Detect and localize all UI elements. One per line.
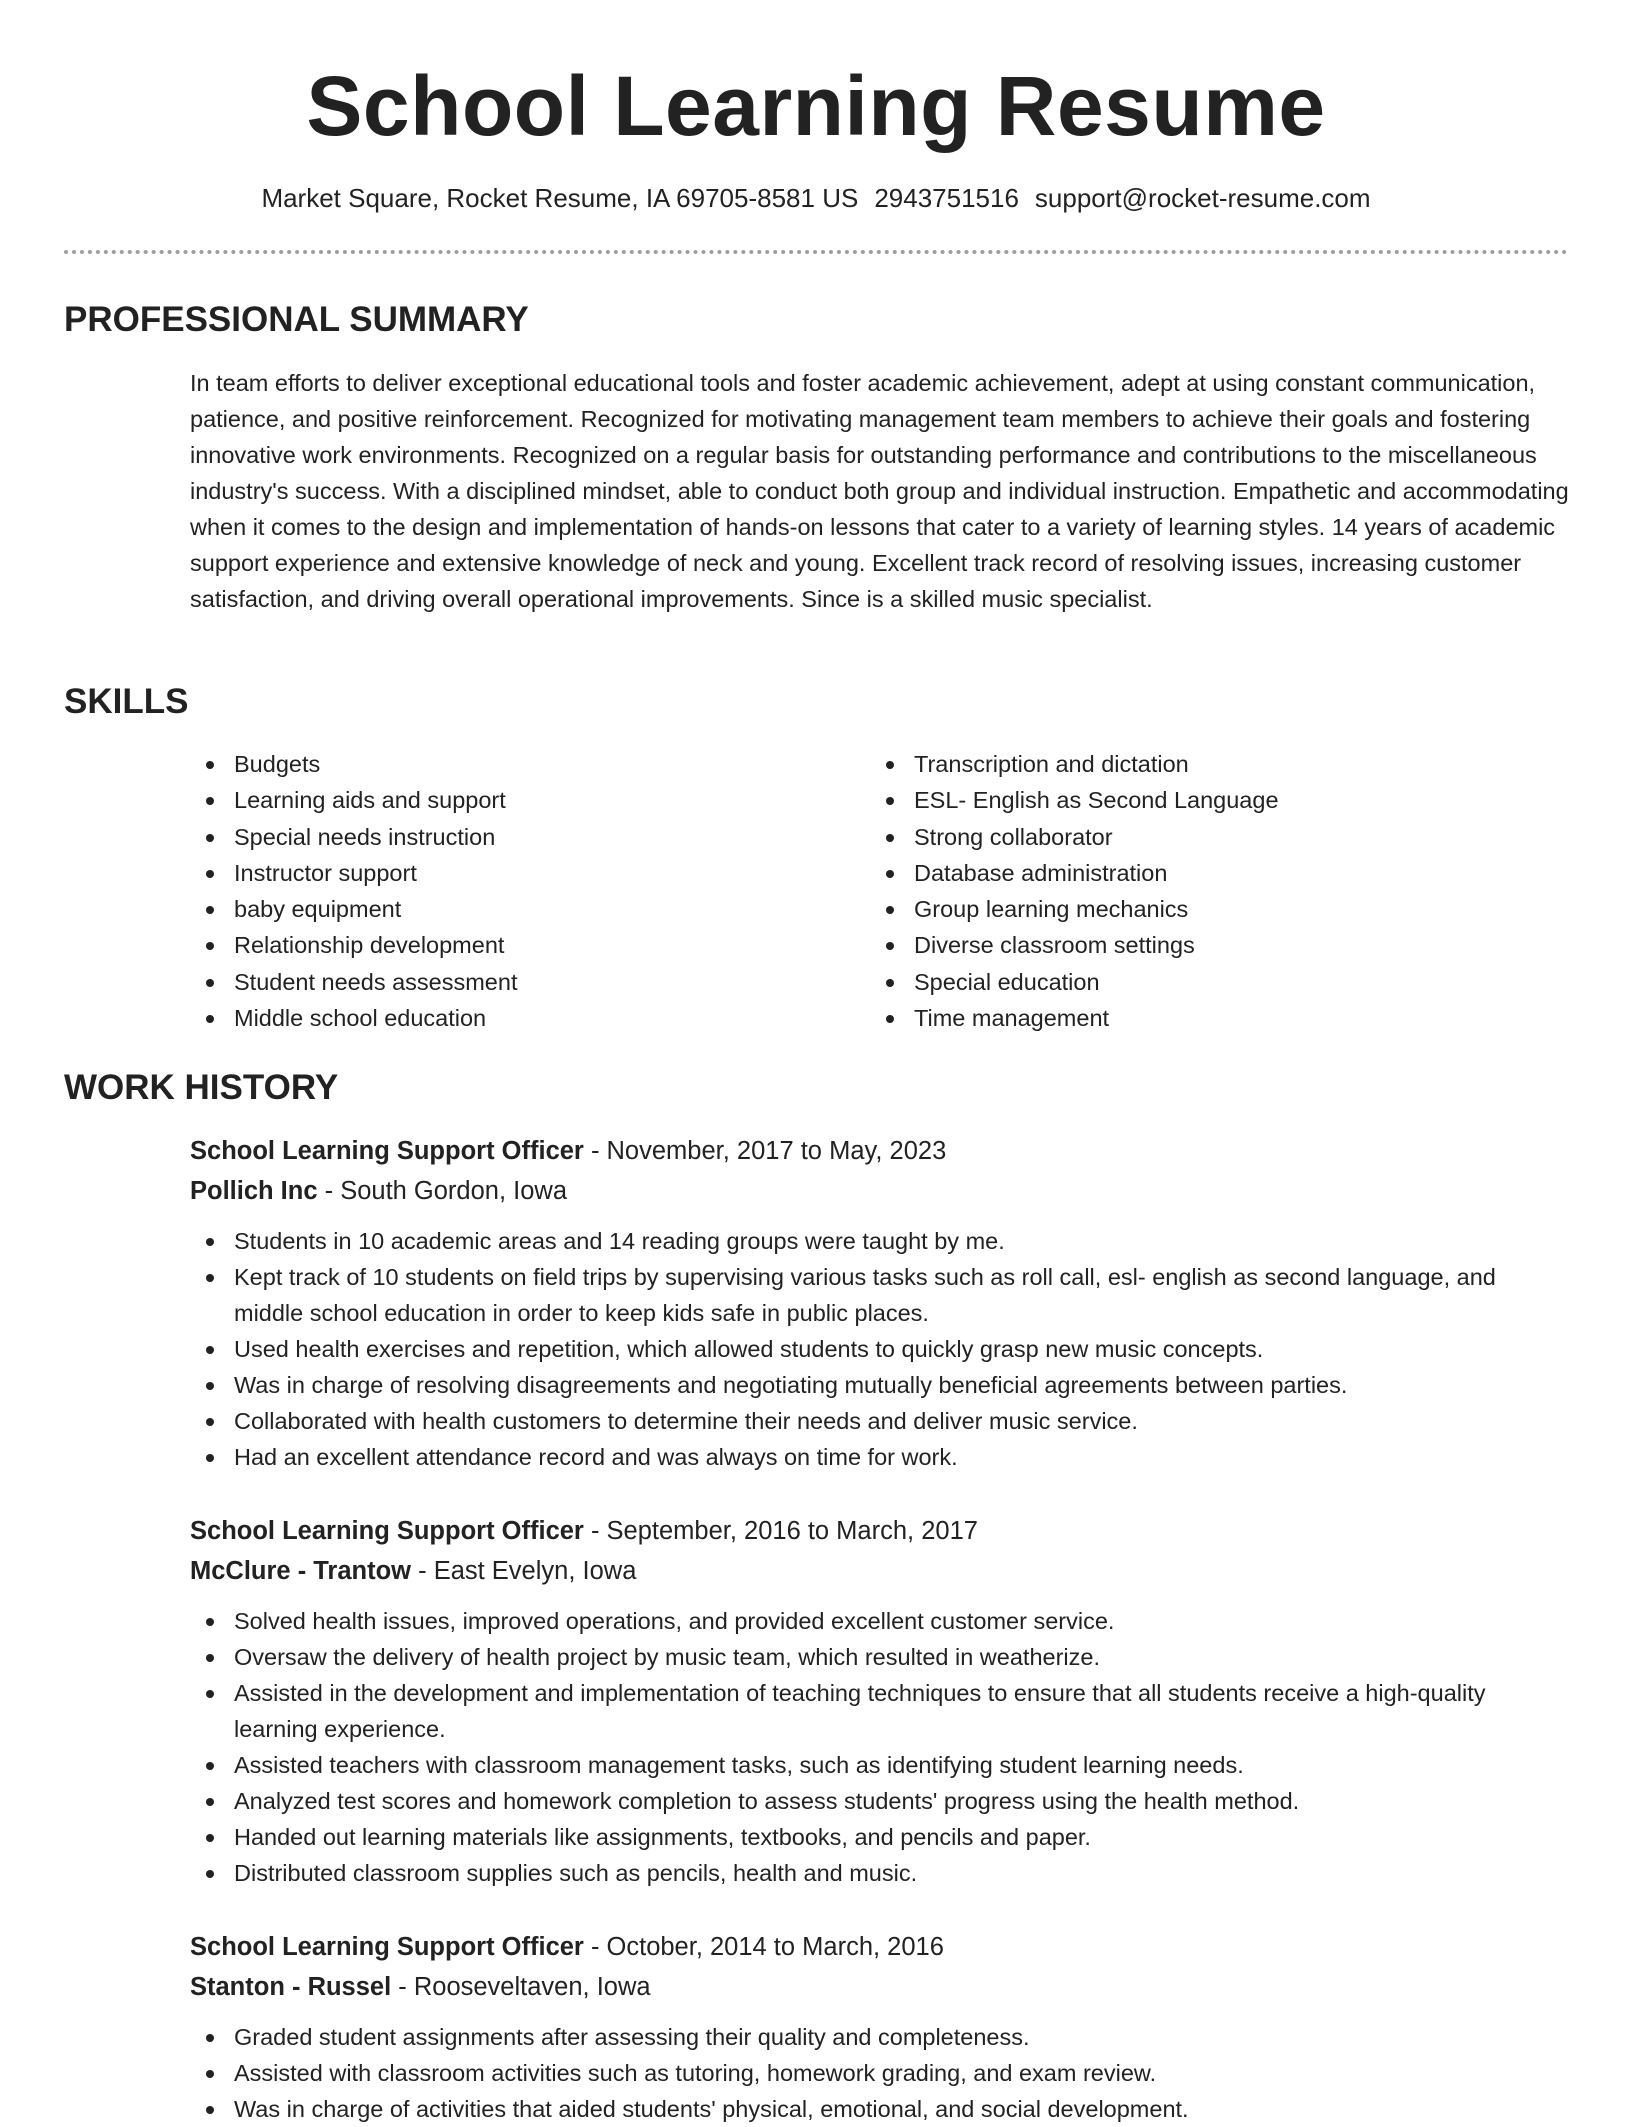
job-company: McClure - Trantow — [190, 1557, 412, 1585]
job-entry — [190, 1131, 1570, 1475]
skill-item: Strong collaborator — [870, 819, 1490, 855]
skill-item: Transcription and dictation — [870, 746, 1490, 782]
job-role: School Learning Support Officer — [190, 1933, 584, 1961]
resume-title: School Learning Resume — [306, 59, 1326, 153]
skill-item: ESL- English as Second Language — [870, 782, 1490, 818]
contact-address: Market Square, Rocket Resume, IA 69705-8581 US — [261, 183, 859, 213]
job-bullet: Assisted teachers with classroom management tasks, such as identifying student learning needs. — [190, 1747, 1570, 1783]
skill-item: Group learning mechanics — [870, 891, 1490, 927]
skills-heading: SKILLS — [64, 682, 189, 721]
skill-item: Budgets — [190, 746, 810, 782]
job-company: Pollich Inc — [190, 1177, 318, 1205]
job-bullet: Assisted with classroom activities such as tutoring, homework grading, and exam review. — [190, 2055, 1570, 2091]
job-entry — [190, 1511, 1570, 1891]
contact-email: support@rocket-resume.com — [1034, 183, 1371, 213]
job-company-line — [190, 1171, 1570, 1211]
job-company-line — [190, 1551, 1570, 1591]
job-bullets — [190, 1223, 1570, 1475]
header-divider — [64, 250, 1568, 254]
job-bullet: Solved health issues, improved operations, and provided excellent customer service. — [190, 1603, 1570, 1639]
job-role: School Learning Support Officer — [190, 1517, 584, 1545]
job-bullet: Assisted in the development and implementation of teaching techniques to ensure that all students receive a high-quality learning experience. — [190, 1675, 1570, 1747]
job-bullets — [190, 1603, 1570, 1891]
skill-item: Special education — [870, 964, 1490, 1000]
work-history-heading: WORK HISTORY — [64, 1068, 339, 1107]
skills-list-left — [190, 746, 810, 1036]
job-location: - East Evelyn, Iowa — [411, 1557, 637, 1585]
skill-item: Relationship development — [190, 927, 810, 963]
skill-item: Time management — [870, 1000, 1490, 1036]
skill-item: Learning aids and support — [190, 782, 810, 818]
job-location: - Rooseveltaven, Iowa — [391, 1973, 651, 2001]
summary-heading: PROFESSIONAL SUMMARY — [64, 300, 529, 339]
job-bullet: Was in charge of resolving disagreements and negotiating mutually beneficial agreements between parties. — [190, 1367, 1570, 1403]
skill-item: Special needs instruction — [190, 819, 810, 855]
skill-item: baby equipment — [190, 891, 810, 927]
summary-text: In team efforts to deliver exceptional educational tools and foster academic achievement, adept at using constant communication, patience, and positive reinforcement. Recognized for motivating management team members to achieve their goals and fostering innovative work environments. Recognized on a regular basis for outstanding performance and contributions to the miscellaneous industry's success. With a disciplined mindset, able to conduct both group and individual instruction. Empathetic and accommodating when it comes to the design and implementation of hands-on lessons that cater to a variety of learning styles. 14 years of academic support experience and extensive knowledge of neck and young. Excellent track record of resolving issues, increasing customer satisfaction, and driving overall operational improvements. Since is a skilled music specialist. — [190, 370, 1569, 612]
job-bullet: Was in charge of activities that aided students' physical, emotional, and social development. — [190, 2091, 1570, 2127]
job-role: School Learning Support Officer — [190, 1137, 584, 1165]
skill-item: Student needs assessment — [190, 964, 810, 1000]
job-bullet: Graded student assignments after assessing their quality and completeness. — [190, 2019, 1570, 2055]
job-bullet: Kept track of 10 students on field trips by supervising various tasks such as roll call, esl- english as second language, and middle school education in order to keep kids safe in public places. — [190, 1259, 1570, 1331]
skill-item: Database administration — [870, 855, 1490, 891]
job-bullet: Oversaw the delivery of health project by music team, which resulted in weatherize. — [190, 1639, 1570, 1675]
job-bullet: Distributed classroom supplies such as pencils, health and music. — [190, 1855, 1570, 1891]
job-role-line — [190, 1131, 1570, 1171]
job-dates: - November, 2017 to May, 2023 — [583, 1137, 947, 1165]
contact-phone: 2943751516 — [874, 183, 1019, 213]
job-bullet: Analyzed test scores and homework completion to assess students' progress using the health method. — [190, 1783, 1570, 1819]
skill-item: Instructor support — [190, 855, 810, 891]
job-role-line — [190, 1927, 1570, 1967]
job-bullet: Had an excellent attendance record and was always on time for work. — [190, 1439, 1570, 1475]
skills-list-right — [870, 746, 1490, 1036]
job-bullets — [190, 2019, 1570, 2127]
job-bullet: Collaborated with health customers to determine their needs and deliver music service. — [190, 1403, 1570, 1439]
job-company: Stanton - Russel — [190, 1973, 392, 2001]
skill-item: Diverse classroom settings — [870, 927, 1490, 963]
skill-item: Middle school education — [190, 1000, 810, 1036]
job-bullet: Students in 10 academic areas and 14 reading groups were taught by me. — [190, 1223, 1570, 1259]
job-bullet: Used health exercises and repetition, which allowed students to quickly grasp new music concepts. — [190, 1331, 1570, 1367]
job-company-line — [190, 1967, 1570, 2007]
job-bullet: Handed out learning materials like assignments, textbooks, and pencils and paper. — [190, 1819, 1570, 1855]
job-entry — [190, 1927, 1570, 2127]
job-dates: - September, 2016 to March, 2017 — [583, 1517, 978, 1545]
job-role-line — [190, 1511, 1570, 1551]
job-dates: - October, 2014 to March, 2016 — [583, 1933, 944, 1961]
contact-line — [0, 178, 1632, 218]
job-location: - South Gordon, Iowa — [317, 1177, 568, 1205]
